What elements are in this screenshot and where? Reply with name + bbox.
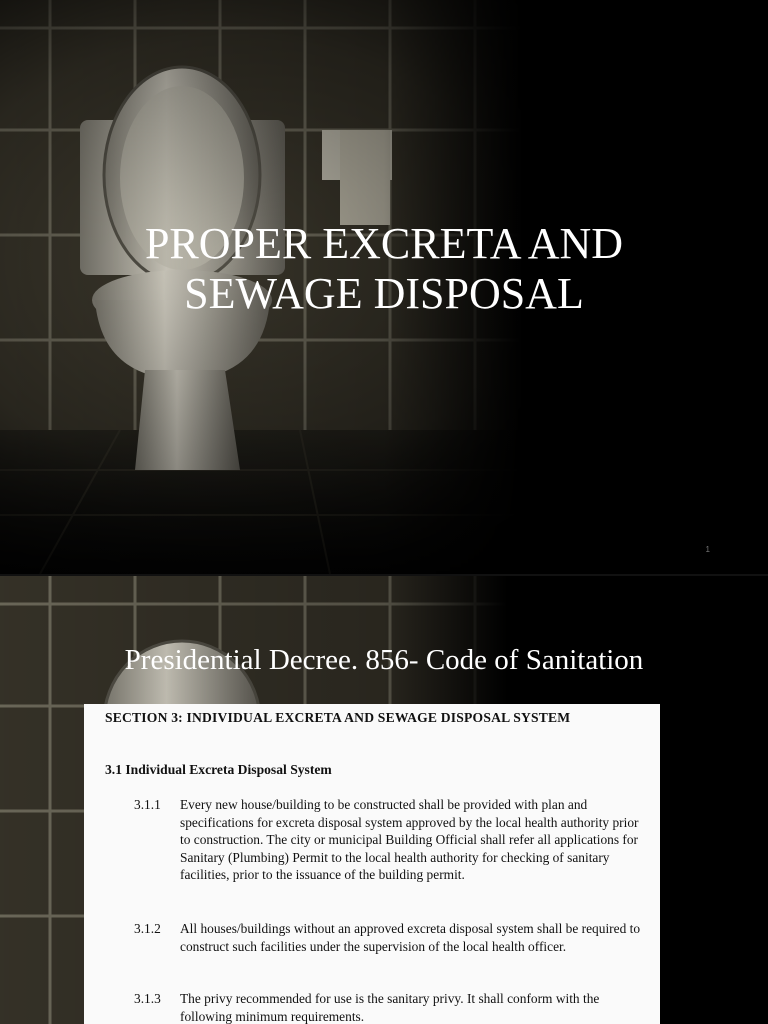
item-number: 3.1.3 [134, 991, 161, 1006]
slide-number: 1 [705, 545, 710, 554]
document-excerpt [84, 704, 660, 1024]
item-number: 3.1.1 [134, 797, 161, 812]
list-item [134, 796, 644, 884]
slide-2 [0, 576, 768, 1024]
slide-heading: Presidential Decree. 856- Code of Sanitation [124, 644, 644, 676]
list-item [134, 990, 644, 1024]
subsection-title: 3.1 Individual Excreta Disposal System [105, 762, 332, 777]
slide-title-line-2: SEWAGE DISPOSAL [184, 269, 584, 318]
slide-title-line-1: PROPER EXCRETA AND [144, 219, 624, 268]
item-text: All houses/buildings without an approved excreta disposal system shall be required to construct such facilities under the supervision of the local health officer. [180, 921, 641, 954]
list-item [134, 920, 644, 955]
section-title: SECTION 3: INDIVIDUAL EXCRETA AND SEWAGE DISPOSAL SYSTEM [105, 710, 571, 725]
item-text: The privy recommended for use is the sanitary privy. It shall conform with the following minimum requirements. [180, 991, 600, 1024]
item-text: Every new house/building to be constructed shall be provided with plan and specifications for excreta disposal system approved by the local health authority prior to construction. The city or municipal Building Official shall refer all applications for Sanitary (Plumbing) Permit to the local health authority for checking of sanitary facilities, prior to the issuance of the building permit. [180, 797, 639, 883]
item-number: 3.1.2 [134, 921, 161, 936]
